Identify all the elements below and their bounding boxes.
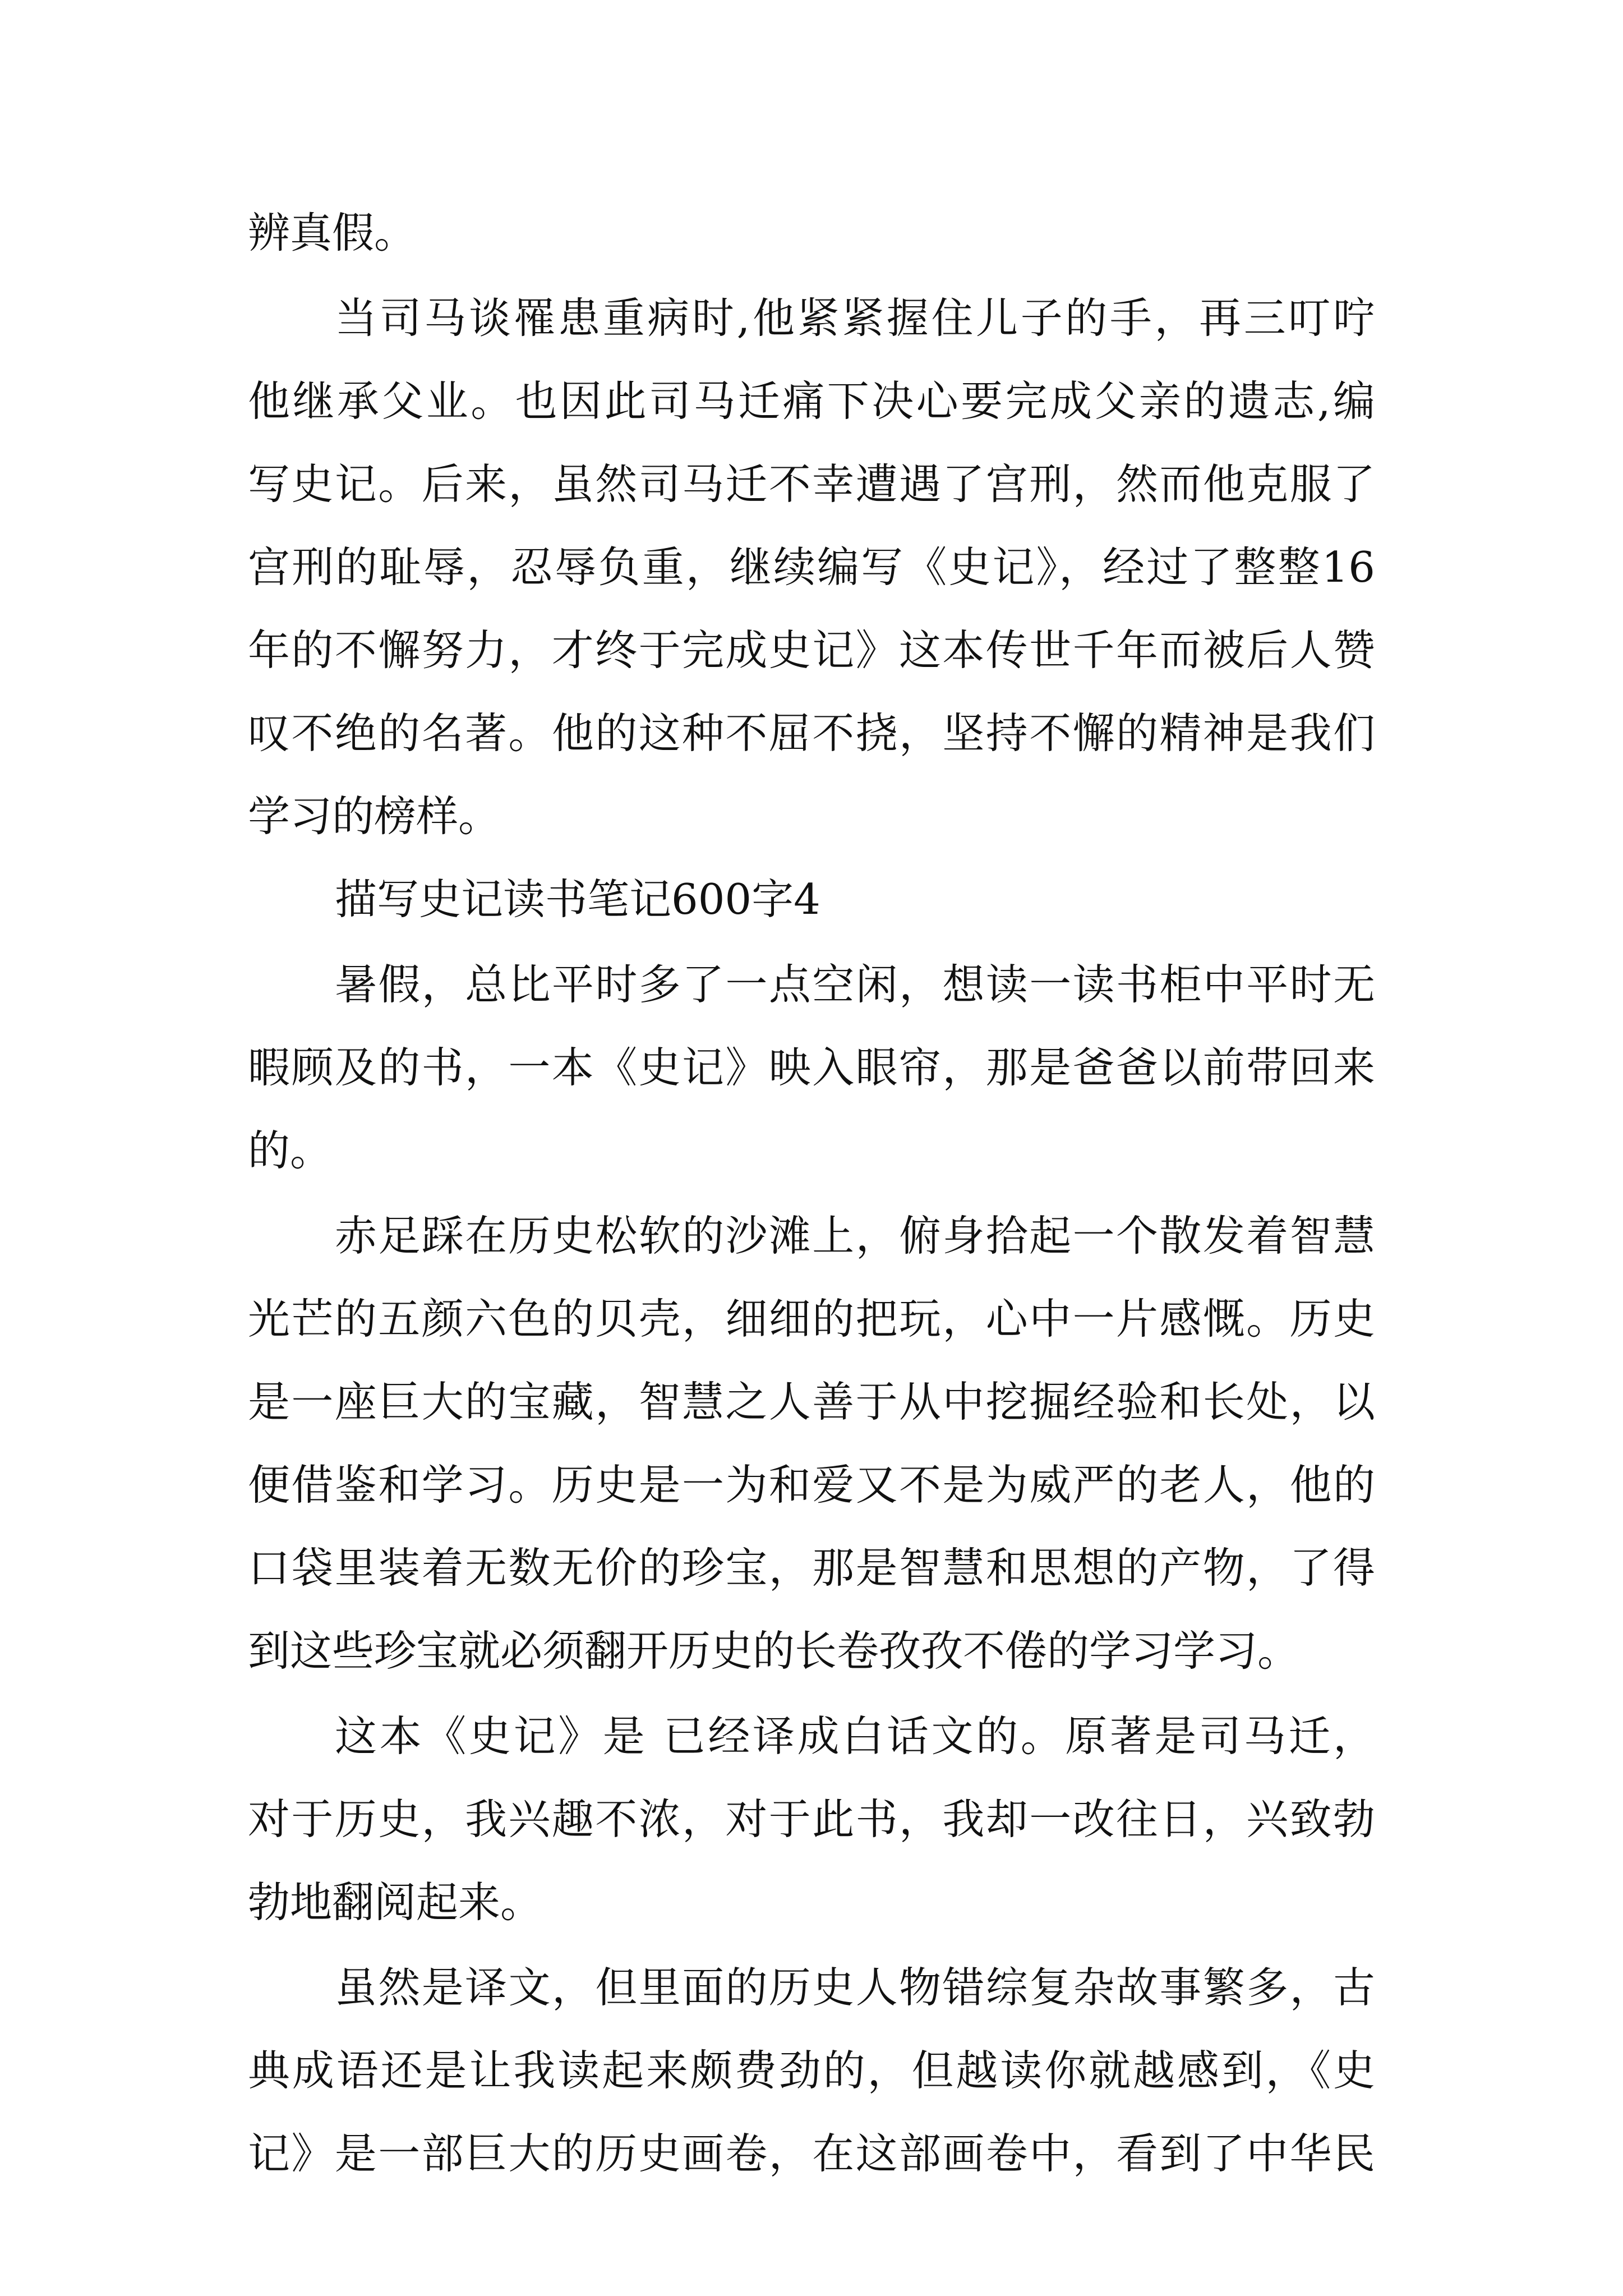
text-line: 写史记。后来，虽然司马迁不幸遭遇了宫刑，然而他克服了 [248,459,1375,509]
text-line: 勃地翻阅起来。 [248,1878,543,1927]
text-line: 口袋里装着无数无价的珍宝，那是智慧和思想的产物，了得 [248,1543,1375,1593]
text-line: 到这些珍宝就必须翻开历史的长卷孜孜不倦的学习学习。 [248,1626,1300,1676]
section-heading: 描写史记读书笔记600字4 [335,875,820,924]
paragraph-first-line: 这本《史记》是 已经译成白话文的。原著是司马迁， [335,1711,1375,1761]
text-line: 年的不懈努力，才终于完成史记》这本传世千年而被后人赞 [248,625,1375,675]
text-line: 典成语还是让我读起来颇费劲的，但越读你就越感到，《史 [248,2046,1375,2095]
text-line: 的。 [248,1126,333,1175]
text-line: 记》是一部巨大的历史画卷，在这部画卷中，看到了中华民 [248,2129,1375,2178]
paragraph-first-line: 赤足踩在历史松软的沙滩上，俯身拾起一个散发着智慧 [335,1211,1375,1260]
text-line: 对于历史，我兴趣不浓，对于此书，我却一改往日，兴致勃 [248,1795,1375,1844]
text-line: 学习的榜样。 [248,792,501,841]
text-line: 他继承父业。也因此司马迁痛下决心要完成父亲的遗志,编 [248,376,1375,426]
text-line: 暇顾及的书，一本《史记》映入眼帘，那是爸爸以前带回来 [248,1043,1375,1092]
text-line: 宫刑的耻辱，忍辱负重，继续编写《史记》，经过了整整16 [248,542,1375,592]
text-line: 辨真假。 [248,208,417,257]
paragraph-first-line: 虽然是译文，但里面的历史人物错综复杂故事繁多，古 [335,1963,1375,2012]
text-line: 是一座巨大的宝藏，智慧之人善于从中挖掘经验和长处，以 [248,1377,1375,1427]
paragraph-first-line: 当司马谈罹患重病时,他紧紧握住儿子的手，再三叮咛 [335,293,1375,343]
text-line: 叹不绝的名著。他的这种不屈不挠，坚持不懈的精神是我们 [248,708,1375,758]
text-line: 便借鉴和学习。历史是一为和爱又不是为威严的老人，他的 [248,1460,1375,1510]
paragraph-first-line: 暑假，总比平时多了一点空闲，想读一读书柜中平时无 [335,960,1375,1009]
text-line: 光芒的五颜六色的贝壳，细细的把玩，心中一片感慨。历史 [248,1294,1375,1343]
